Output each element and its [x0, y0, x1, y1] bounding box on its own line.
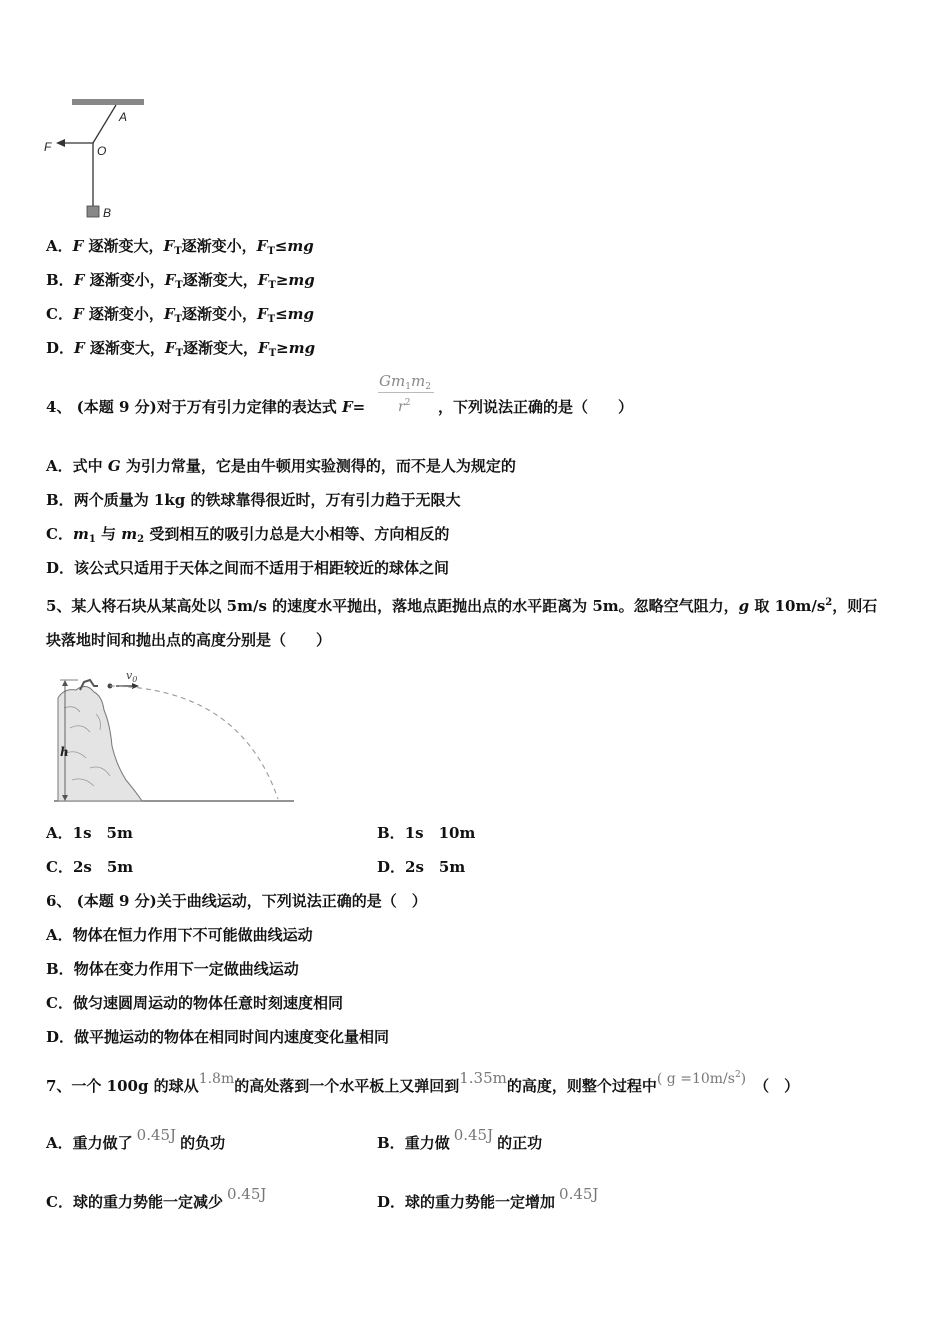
option-text: 受到相互的吸引力总是大小相等、方向相反的 [144, 525, 450, 543]
option-text: 物体在变力作用下一定做曲线运动 [73, 960, 299, 978]
subscript: T [174, 314, 182, 325]
option-letter: A． [46, 457, 73, 475]
num-gm: Gm [379, 372, 406, 390]
option-letter: D． [46, 559, 75, 577]
energy-value: 0.45J [453, 1126, 494, 1144]
subscript: T [174, 246, 182, 257]
symbol-m1: m [72, 525, 89, 543]
q4-option-b[interactable] [46, 490, 460, 510]
subscript: 1 [88, 534, 96, 545]
num-sub-1: 1 [405, 382, 411, 392]
q4-option-d[interactable] [46, 558, 449, 578]
option-letter: D． [377, 1193, 406, 1211]
fraction-numerator [379, 372, 431, 392]
option-text: 为引力常量，它是由牛顿用实验测得的，而不是人为规定的 [120, 457, 516, 475]
subscript: T [175, 280, 183, 291]
option-letter: B． [377, 1134, 405, 1152]
den-sup-2: 2 [404, 398, 411, 408]
subscript: 2 [137, 534, 145, 545]
relation: ≤mg [274, 237, 314, 255]
option-letter: B． [46, 491, 74, 509]
g-sup: 2 [734, 1070, 741, 1080]
option-letter: D． [46, 339, 75, 357]
q4-prefix: 4、 (本题 9 分)对于万有引力定律的表达式 [46, 398, 342, 416]
projectile-figure [50, 668, 300, 808]
q6-option-a[interactable] [46, 925, 313, 945]
q4-option-c[interactable] [46, 524, 449, 550]
symbol-g: g [738, 597, 750, 615]
superscript: 2 [825, 597, 833, 608]
q4-stem [46, 397, 365, 417]
symbol-f: F [72, 305, 84, 323]
num-m: m [410, 372, 426, 390]
option-text: 2s 5m [405, 858, 466, 876]
label-f: F [44, 140, 52, 154]
option-letter: B． [377, 824, 405, 842]
symbol-f: F [74, 339, 85, 357]
option-text: 球的重力势能一定减少 [72, 1193, 223, 1211]
fraction-bar [378, 392, 434, 393]
q5-option-a[interactable] [46, 823, 133, 843]
option-letter: C． [46, 858, 73, 876]
height-arrow-top [62, 680, 68, 686]
symbol-ft: F [163, 237, 175, 255]
q3-option-a[interactable] [46, 236, 314, 262]
option-letter: B． [46, 271, 74, 289]
block-b [87, 206, 99, 217]
relation: ≥mg [276, 339, 316, 357]
subscript: T [267, 314, 276, 325]
rope-oa [93, 105, 116, 143]
option-letter: C． [46, 994, 73, 1012]
option-text: 做匀速圆周运动的物体任意时刻速度相同 [72, 994, 343, 1012]
height-2: 1.35m [459, 1069, 507, 1087]
q7-option-b[interactable] [377, 1126, 543, 1153]
subscript: T [268, 348, 277, 359]
q3-option-c[interactable] [46, 304, 314, 330]
subscript: T [268, 280, 276, 291]
q5-text: 5、某人将石块从某高处以 5m/s 的速度水平抛出，落地点距抛出点的水平距离为 5m。忽略空气阻力， [46, 597, 739, 615]
cliff-rock [58, 686, 142, 801]
trajectory-path [110, 686, 278, 799]
option-text: 物体在恒力作用下不可能做曲线运动 [72, 926, 313, 944]
option-text: 逐渐变小， [84, 271, 165, 289]
option-letter: A． [46, 237, 73, 255]
symbol-ft: F [163, 305, 175, 323]
q6-stem [46, 891, 427, 911]
option-text: 做平抛运动的物体在相同时间内速度变化量相同 [74, 1028, 390, 1046]
num-sub-2: 2 [425, 382, 431, 392]
option-letter: A． [46, 1134, 73, 1152]
q4-option-a[interactable] [46, 456, 516, 476]
height-1: 1.8m [198, 1071, 235, 1087]
option-text: 1s 10m [404, 824, 476, 842]
option-letter: A． [46, 824, 73, 842]
q7-option-c[interactable] [46, 1185, 270, 1212]
q5-text: ，则石 [832, 597, 878, 615]
q6-option-b[interactable] [46, 959, 299, 979]
symbol-g: G [107, 457, 121, 475]
option-text: 1s 5m [72, 824, 133, 842]
option-letter: D． [46, 1028, 75, 1046]
q7-text: 的高度，则整个过程中 [506, 1077, 657, 1095]
option-text: 2s 5m [72, 858, 134, 876]
q5-stem-line2 [46, 630, 331, 650]
q5-text: 取 10m/s [749, 597, 826, 615]
q7-stem [46, 1069, 800, 1097]
label-h: h [60, 745, 69, 759]
option-text: 重力做 [404, 1134, 450, 1152]
option-text: 式中 [72, 457, 108, 475]
force-arrow-head [56, 139, 65, 147]
fraction-denominator [398, 398, 410, 415]
q4-suffix-text: ，下列说法正确的是（ ） [438, 398, 634, 416]
option-text: 逐渐变大， [83, 237, 164, 255]
q5-text: 块落地时间和抛出点的高度分别是（ ） [46, 631, 332, 649]
option-text: 球的重力势能一定增加 [405, 1193, 556, 1211]
option-text: 该公式只适用于天体之间而不适用于相距较近的球体之间 [74, 559, 450, 577]
symbol-f: F [73, 271, 85, 289]
symbol-ft: F [164, 271, 176, 289]
option-letter: C． [46, 1193, 73, 1211]
q7-option-d[interactable] [377, 1185, 602, 1212]
v0-v: v [126, 669, 133, 682]
q6-option-d[interactable] [46, 1027, 389, 1047]
q5-option-c[interactable] [46, 857, 133, 877]
option-text: 的正功 [497, 1134, 543, 1152]
equals: = [352, 398, 366, 416]
g-note-text: ( g =10m/s [656, 1071, 735, 1087]
symbol-ft: F [164, 339, 176, 357]
option-text: 逐渐变大， [183, 339, 259, 357]
option-text: 的负功 [180, 1134, 226, 1152]
q7-paren: （ ） [754, 1077, 800, 1095]
symbol-m2: m [121, 525, 138, 543]
energy-value: 0.45J [226, 1185, 267, 1203]
label-a: A [119, 110, 128, 124]
q3-option-d[interactable] [46, 338, 315, 364]
q4-suffix [438, 397, 633, 417]
option-text: 逐渐变小， [83, 305, 164, 323]
symbol-ft: F [256, 237, 268, 255]
ceiling-bar [72, 99, 144, 105]
option-text: 逐渐变大， [84, 339, 165, 357]
symbol-ft: F [258, 339, 269, 357]
relation: ≤mg [275, 305, 315, 323]
relation: ≥mg [275, 271, 315, 289]
label-o: O [97, 144, 107, 158]
subscript: T [267, 246, 275, 257]
option-text: 逐渐变小， [181, 305, 257, 323]
g-note [657, 1071, 746, 1087]
option-letter: C． [46, 305, 73, 323]
q5-option-b[interactable] [377, 823, 475, 843]
q6-option-c[interactable] [46, 993, 343, 1013]
symbol-ft: F [257, 271, 269, 289]
option-text: 重力做了 [72, 1134, 133, 1152]
q7-text: 7、一个 100g 的球从 [46, 1077, 199, 1095]
option-text: 逐渐变小， [181, 237, 257, 255]
v0-sub: 0 [132, 675, 138, 684]
symbol-f: F [341, 398, 353, 416]
den-r: r [398, 399, 405, 415]
energy-value: 0.45J [559, 1185, 599, 1203]
q5-stem-line1 [46, 593, 877, 616]
label-v0 [126, 669, 137, 684]
option-text: 与 [95, 525, 122, 543]
option-letter: A． [46, 926, 73, 944]
option-letter: C． [46, 525, 73, 543]
pendulum-figure [40, 92, 160, 226]
option-letter: D． [377, 858, 406, 876]
q7-option-a[interactable] [46, 1126, 226, 1153]
option-text: 逐渐变大， [182, 271, 258, 289]
option-text: 两个质量为 1kg 的铁球靠得很近时，万有引力趋于无限大 [73, 491, 461, 509]
energy-value: 0.45J [136, 1126, 177, 1144]
subscript: T [175, 348, 184, 359]
q3-option-b[interactable] [46, 270, 315, 296]
q7-text: 的高处落到一个水平板上又弹回到 [234, 1077, 460, 1095]
symbol-ft: F [256, 305, 268, 323]
g-close: ) [740, 1071, 747, 1087]
q6-text: 6、 (本题 9 分)关于曲线运动，下列说法正确的是（ ） [46, 892, 427, 910]
symbol-f: F [72, 237, 84, 255]
option-letter: B． [46, 960, 74, 978]
q5-option-d[interactable] [377, 857, 465, 877]
label-b: B [103, 206, 112, 220]
